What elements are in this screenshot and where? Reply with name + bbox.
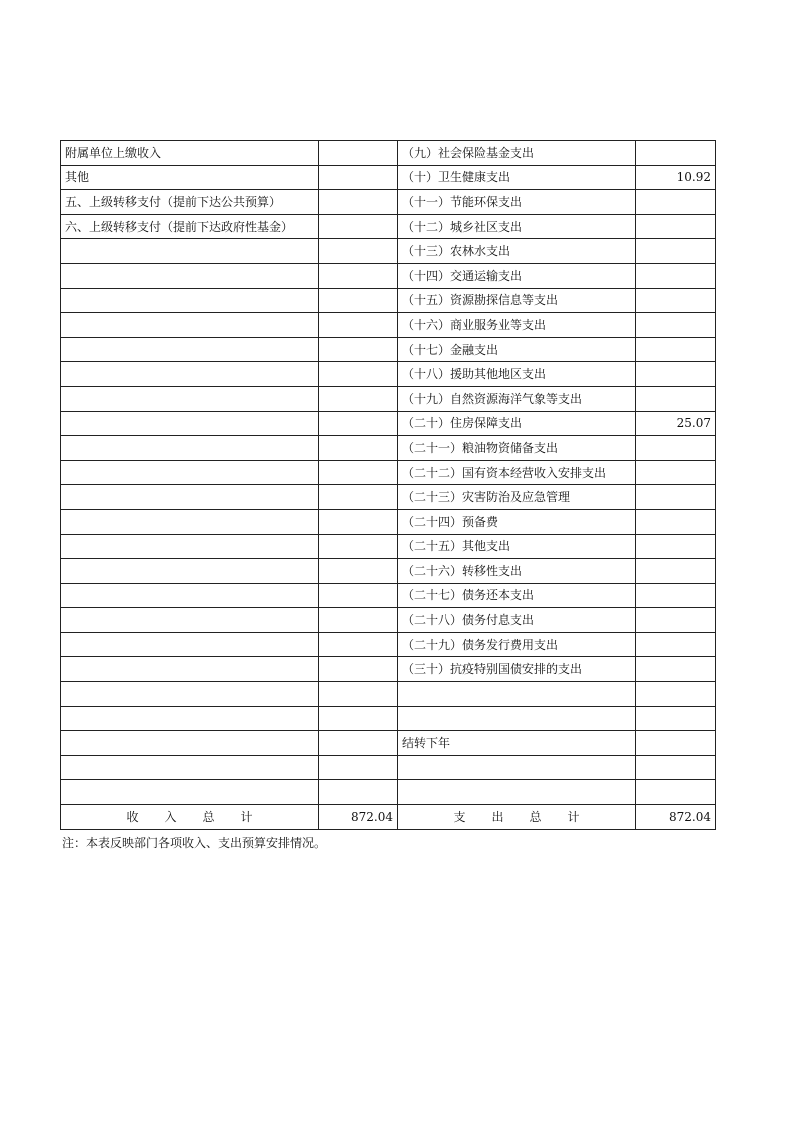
expense-item-label — [398, 706, 636, 731]
expense-item-amount — [636, 313, 716, 338]
expense-item-label: （十九）自然资源海洋气象等支出 — [398, 386, 636, 411]
income-item-amount — [319, 214, 398, 239]
income-item-label — [61, 682, 319, 707]
expense-item-amount — [636, 362, 716, 387]
income-item-amount — [319, 583, 398, 608]
table-row — [61, 411, 716, 436]
income-item-label — [61, 436, 319, 461]
income-item-label — [61, 386, 319, 411]
income-item-label — [61, 559, 319, 584]
table-row — [61, 190, 716, 215]
table-row — [61, 141, 716, 166]
income-item-amount — [319, 559, 398, 584]
table-row — [61, 485, 716, 510]
table-row — [61, 436, 716, 461]
expense-item-label: （二十四）预备费 — [398, 509, 636, 534]
expense-item-amount — [636, 583, 716, 608]
income-item-amount — [319, 190, 398, 215]
income-item-label — [61, 583, 319, 608]
expense-item-amount — [636, 657, 716, 682]
income-item-label — [61, 509, 319, 534]
totals-row — [61, 805, 716, 830]
table-row — [61, 657, 716, 682]
table-row — [61, 583, 716, 608]
expense-item-amount — [636, 141, 716, 166]
income-item-label — [61, 411, 319, 436]
expense-item-label: （二十一）粮油物资储备支出 — [398, 436, 636, 461]
expense-item-amount — [636, 190, 716, 215]
table-row — [61, 239, 716, 264]
expense-item-label — [398, 755, 636, 780]
expense-item-label: （十）卫生健康支出 — [398, 165, 636, 190]
table-row — [61, 755, 716, 780]
table-row — [61, 165, 716, 190]
expense-item-label: （九）社会保险基金支出 — [398, 141, 636, 166]
income-item-label — [61, 731, 319, 756]
expense-item-amount — [636, 608, 716, 633]
expense-item-amount — [636, 780, 716, 805]
income-item-amount — [319, 460, 398, 485]
table-row — [61, 682, 716, 707]
expense-item-label: （二十六）转移性支出 — [398, 559, 636, 584]
table-row — [61, 313, 716, 338]
expense-item-label: （十三）农林水支出 — [398, 239, 636, 264]
expense-item-amount — [636, 386, 716, 411]
budget-table-body — [61, 141, 716, 805]
income-item-amount — [319, 534, 398, 559]
income-item-amount — [319, 337, 398, 362]
income-item-amount — [319, 485, 398, 510]
income-item-amount — [319, 362, 398, 387]
expense-item-label: （二十）住房保障支出 — [398, 411, 636, 436]
expense-item-label — [398, 682, 636, 707]
table-row — [61, 214, 716, 239]
income-item-label — [61, 485, 319, 510]
income-item-label: 五、上级转移支付（提前下达公共预算） — [61, 190, 319, 215]
table-row — [61, 706, 716, 731]
table-row — [61, 337, 716, 362]
income-item-amount — [319, 386, 398, 411]
table-row — [61, 608, 716, 633]
income-item-label — [61, 706, 319, 731]
expense-item-amount — [636, 731, 716, 756]
expense-item-label: （十一）节能环保支出 — [398, 190, 636, 215]
income-item-amount — [319, 632, 398, 657]
table-row — [61, 460, 716, 485]
expense-item-amount: 10.92 — [636, 165, 716, 190]
expense-total-amount: 872.04 — [636, 805, 716, 830]
income-item-amount — [319, 411, 398, 436]
income-item-label — [61, 239, 319, 264]
income-item-label — [61, 780, 319, 805]
income-item-label — [61, 657, 319, 682]
expense-item-amount — [636, 337, 716, 362]
expense-item-label: （二十七）债务还本支出 — [398, 583, 636, 608]
income-item-amount — [319, 706, 398, 731]
income-item-label — [61, 337, 319, 362]
income-item-label — [61, 288, 319, 313]
expense-item-amount — [636, 755, 716, 780]
income-item-amount — [319, 755, 398, 780]
income-item-label: 其他 — [61, 165, 319, 190]
table-row — [61, 731, 716, 756]
table-row — [61, 780, 716, 805]
expense-item-label: （十四）交通运输支出 — [398, 263, 636, 288]
income-item-label: 六、上级转移支付（提前下达政府性基金） — [61, 214, 319, 239]
expense-item-label: （十八）援助其他地区支出 — [398, 362, 636, 387]
expense-item-amount — [636, 682, 716, 707]
income-item-label: 附属单位上缴收入 — [61, 141, 319, 166]
table-row — [61, 534, 716, 559]
table-row — [61, 559, 716, 584]
expense-item-amount — [636, 485, 716, 510]
expense-item-amount — [636, 214, 716, 239]
income-item-amount — [319, 436, 398, 461]
expense-item-label: （二十五）其他支出 — [398, 534, 636, 559]
expense-item-label — [398, 780, 636, 805]
income-item-label — [61, 608, 319, 633]
income-item-amount — [319, 657, 398, 682]
income-item-label — [61, 460, 319, 485]
table-note: 注：本表反映部门各项收入、支出预算安排情况。 — [62, 836, 327, 850]
expense-item-label: （二十三）灾害防治及应急管理 — [398, 485, 636, 510]
expense-item-amount — [636, 706, 716, 731]
income-item-amount — [319, 608, 398, 633]
income-item-amount — [319, 239, 398, 264]
income-item-amount — [319, 288, 398, 313]
income-item-label — [61, 755, 319, 780]
expense-item-amount: 25.07 — [636, 411, 716, 436]
expense-total-label: 支 出 总 计 — [398, 805, 636, 830]
expense-item-label: 结转下年 — [398, 731, 636, 756]
income-item-amount — [319, 731, 398, 756]
income-item-label — [61, 263, 319, 288]
expense-item-amount — [636, 263, 716, 288]
expense-item-amount — [636, 288, 716, 313]
table-row — [61, 263, 716, 288]
expense-item-amount — [636, 460, 716, 485]
expense-item-amount — [636, 509, 716, 534]
income-item-label — [61, 362, 319, 387]
expense-item-label: （三十）抗疫特别国债安排的支出 — [398, 657, 636, 682]
expense-item-label: （二十八）债务付息支出 — [398, 608, 636, 633]
table-row — [61, 362, 716, 387]
expense-item-label: （十二）城乡社区支出 — [398, 214, 636, 239]
expense-item-amount — [636, 239, 716, 264]
expense-item-label: （十六）商业服务业等支出 — [398, 313, 636, 338]
income-item-label — [61, 313, 319, 338]
expense-item-label: （十五）资源勘探信息等支出 — [398, 288, 636, 313]
table-row — [61, 386, 716, 411]
income-total-label: 收 入 总 计 — [61, 805, 319, 830]
expense-item-amount — [636, 436, 716, 461]
income-item-label — [61, 534, 319, 559]
income-item-amount — [319, 780, 398, 805]
expense-item-amount — [636, 632, 716, 657]
table-row — [61, 632, 716, 657]
expense-item-amount — [636, 534, 716, 559]
income-item-amount — [319, 313, 398, 338]
expense-item-label: （十七）金融支出 — [398, 337, 636, 362]
expense-item-label: （二十二）国有资本经营收入安排支出 — [398, 460, 636, 485]
table-row — [61, 288, 716, 313]
income-item-label — [61, 632, 319, 657]
income-item-amount — [319, 682, 398, 707]
budget-table — [60, 140, 716, 830]
table-row — [61, 509, 716, 534]
income-total-amount: 872.04 — [319, 805, 398, 830]
income-item-amount — [319, 263, 398, 288]
expense-item-label: （二十九）债务发行费用支出 — [398, 632, 636, 657]
income-item-amount — [319, 165, 398, 190]
expense-item-amount — [636, 559, 716, 584]
income-item-amount — [319, 509, 398, 534]
income-item-amount — [319, 141, 398, 166]
